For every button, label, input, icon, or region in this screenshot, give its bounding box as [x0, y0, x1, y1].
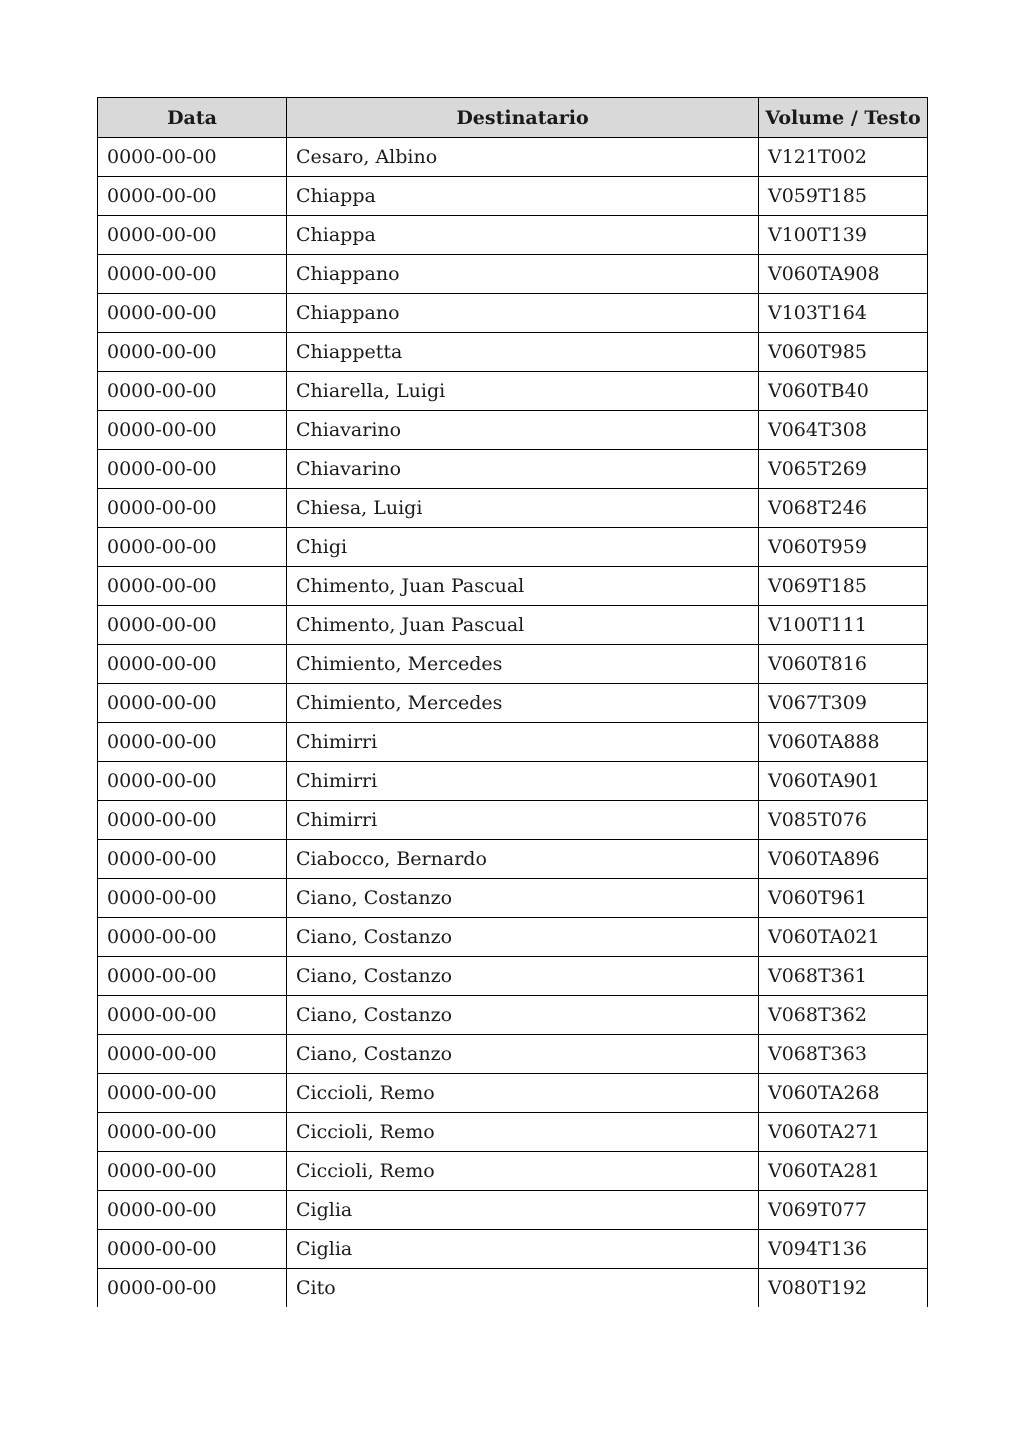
- cell-destinatario: Chigi: [287, 528, 759, 567]
- table-row: [98, 216, 928, 255]
- column-header-volume-testo: Volume / Testo: [759, 98, 928, 138]
- register-table: [97, 97, 928, 1307]
- cell-volume-testo: V060TB40: [759, 372, 928, 411]
- table-row: [98, 606, 928, 645]
- cell-volume-testo: V068T363: [759, 1035, 928, 1074]
- table-row: [98, 372, 928, 411]
- cell-data: 0000-00-00: [98, 1035, 287, 1074]
- cell-destinatario: Chimirri: [287, 801, 759, 840]
- cell-volume-testo: V060TA271: [759, 1113, 928, 1152]
- cell-destinatario: Ciccioli, Remo: [287, 1152, 759, 1191]
- cell-destinatario: Cito: [287, 1269, 759, 1308]
- cell-data: 0000-00-00: [98, 567, 287, 606]
- document-page: [97, 97, 927, 1307]
- cell-destinatario: Chiavarino: [287, 450, 759, 489]
- cell-destinatario: Ciabocco, Bernardo: [287, 840, 759, 879]
- table-row: [98, 411, 928, 450]
- cell-data: 0000-00-00: [98, 450, 287, 489]
- cell-data: 0000-00-00: [98, 801, 287, 840]
- cell-destinatario: Chiesa, Luigi: [287, 489, 759, 528]
- cell-destinatario: Chimento, Juan Pascual: [287, 606, 759, 645]
- cell-destinatario: Chiavarino: [287, 411, 759, 450]
- table-row: [98, 1035, 928, 1074]
- cell-data: 0000-00-00: [98, 177, 287, 216]
- cell-volume-testo: V060T985: [759, 333, 928, 372]
- cell-volume-testo: V060T816: [759, 645, 928, 684]
- cell-volume-testo: V060TA908: [759, 255, 928, 294]
- cell-volume-testo: V100T111: [759, 606, 928, 645]
- cell-data: 0000-00-00: [98, 645, 287, 684]
- cell-data: 0000-00-00: [98, 528, 287, 567]
- table-row: [98, 1269, 928, 1308]
- table-row: [98, 957, 928, 996]
- cell-volume-testo: V060TA901: [759, 762, 928, 801]
- cell-data: 0000-00-00: [98, 216, 287, 255]
- cell-volume-testo: V080T192: [759, 1269, 928, 1308]
- cell-destinatario: Chiappetta: [287, 333, 759, 372]
- cell-volume-testo: V060TA888: [759, 723, 928, 762]
- cell-destinatario: Ciglia: [287, 1230, 759, 1269]
- cell-volume-testo: V103T164: [759, 294, 928, 333]
- column-header-destinatario: Destinatario: [287, 98, 759, 138]
- cell-volume-testo: V060T959: [759, 528, 928, 567]
- cell-data: 0000-00-00: [98, 957, 287, 996]
- table-row: [98, 1230, 928, 1269]
- cell-data: 0000-00-00: [98, 762, 287, 801]
- table-row: [98, 1152, 928, 1191]
- cell-data: 0000-00-00: [98, 606, 287, 645]
- cell-destinatario: Chimirri: [287, 723, 759, 762]
- cell-data: 0000-00-00: [98, 294, 287, 333]
- table-row: [98, 996, 928, 1035]
- cell-destinatario: Ciano, Costanzo: [287, 918, 759, 957]
- cell-data: 0000-00-00: [98, 684, 287, 723]
- table-row: [98, 684, 928, 723]
- table-header-row: [98, 98, 928, 138]
- cell-volume-testo: V059T185: [759, 177, 928, 216]
- cell-data: 0000-00-00: [98, 411, 287, 450]
- table-row: [98, 138, 928, 177]
- table-row: [98, 450, 928, 489]
- cell-data: 0000-00-00: [98, 840, 287, 879]
- table-row: [98, 177, 928, 216]
- cell-data: 0000-00-00: [98, 255, 287, 294]
- table-row: [98, 762, 928, 801]
- cell-data: 0000-00-00: [98, 372, 287, 411]
- cell-data: 0000-00-00: [98, 489, 287, 528]
- cell-volume-testo: V100T139: [759, 216, 928, 255]
- cell-destinatario: Ciglia: [287, 1191, 759, 1230]
- table-row: [98, 918, 928, 957]
- table-row: [98, 645, 928, 684]
- cell-data: 0000-00-00: [98, 1113, 287, 1152]
- cell-destinatario: Ciano, Costanzo: [287, 1035, 759, 1074]
- cell-destinatario: Chiappa: [287, 177, 759, 216]
- cell-data: 0000-00-00: [98, 1074, 287, 1113]
- cell-destinatario: Ciccioli, Remo: [287, 1074, 759, 1113]
- table-row: [98, 528, 928, 567]
- cell-data: 0000-00-00: [98, 918, 287, 957]
- column-header-data: Data: [98, 98, 287, 138]
- cell-data: 0000-00-00: [98, 1269, 287, 1308]
- cell-destinatario: Ciccioli, Remo: [287, 1113, 759, 1152]
- table-row: [98, 333, 928, 372]
- cell-destinatario: Chiappano: [287, 255, 759, 294]
- cell-volume-testo: V068T362: [759, 996, 928, 1035]
- table-row: [98, 567, 928, 606]
- cell-destinatario: Cesaro, Albino: [287, 138, 759, 177]
- cell-volume-testo: V068T361: [759, 957, 928, 996]
- table-row: [98, 1074, 928, 1113]
- table-body: [98, 138, 928, 1308]
- cell-data: 0000-00-00: [98, 723, 287, 762]
- table-row: [98, 1191, 928, 1230]
- cell-volume-testo: V085T076: [759, 801, 928, 840]
- table-row: [98, 840, 928, 879]
- table-row: [98, 801, 928, 840]
- cell-volume-testo: V069T185: [759, 567, 928, 606]
- cell-destinatario: Ciano, Costanzo: [287, 957, 759, 996]
- table-row: [98, 723, 928, 762]
- cell-data: 0000-00-00: [98, 879, 287, 918]
- cell-destinatario: Chiappano: [287, 294, 759, 333]
- cell-destinatario: Chimento, Juan Pascual: [287, 567, 759, 606]
- cell-data: 0000-00-00: [98, 1191, 287, 1230]
- cell-data: 0000-00-00: [98, 1230, 287, 1269]
- table-row: [98, 879, 928, 918]
- cell-volume-testo: V069T077: [759, 1191, 928, 1230]
- cell-volume-testo: V064T308: [759, 411, 928, 450]
- cell-volume-testo: V060T961: [759, 879, 928, 918]
- cell-destinatario: Chiarella, Luigi: [287, 372, 759, 411]
- cell-volume-testo: V121T002: [759, 138, 928, 177]
- cell-volume-testo: V065T269: [759, 450, 928, 489]
- table-row: [98, 1113, 928, 1152]
- cell-destinatario: Ciano, Costanzo: [287, 996, 759, 1035]
- cell-volume-testo: V060TA268: [759, 1074, 928, 1113]
- table-row: [98, 294, 928, 333]
- cell-destinatario: Chimiento, Mercedes: [287, 684, 759, 723]
- cell-destinatario: Chimirri: [287, 762, 759, 801]
- cell-destinatario: Chimiento, Mercedes: [287, 645, 759, 684]
- cell-destinatario: Ciano, Costanzo: [287, 879, 759, 918]
- cell-data: 0000-00-00: [98, 333, 287, 372]
- cell-volume-testo: V094T136: [759, 1230, 928, 1269]
- cell-data: 0000-00-00: [98, 1152, 287, 1191]
- cell-volume-testo: V068T246: [759, 489, 928, 528]
- cell-data: 0000-00-00: [98, 996, 287, 1035]
- table-row: [98, 255, 928, 294]
- cell-volume-testo: V067T309: [759, 684, 928, 723]
- cell-data: 0000-00-00: [98, 138, 287, 177]
- cell-volume-testo: V060TA896: [759, 840, 928, 879]
- cell-volume-testo: V060TA281: [759, 1152, 928, 1191]
- cell-volume-testo: V060TA021: [759, 918, 928, 957]
- cell-destinatario: Chiappa: [287, 216, 759, 255]
- table-row: [98, 489, 928, 528]
